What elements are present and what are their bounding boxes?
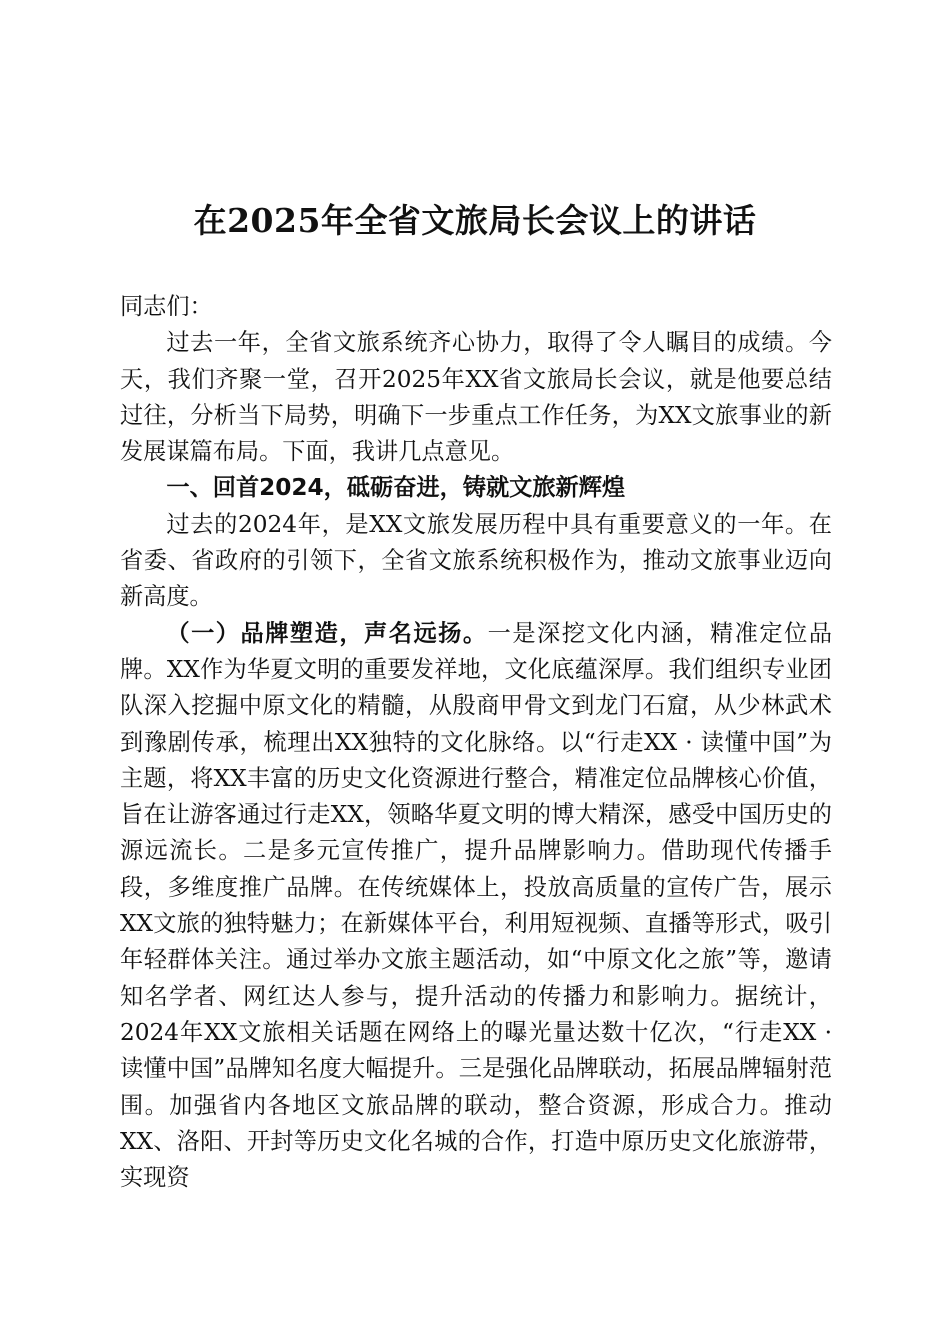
subsection-1-label: （一）品牌塑造，声名远扬。 xyxy=(166,619,488,647)
speech-body xyxy=(120,289,832,1196)
section-1-intro-paragraph: 过去的2024年，是XX文旅发展历程中具有重要意义的一年。在省委、省政府的引领下，全省文旅系统积极作为，推动文旅事业迈向新高度。 xyxy=(120,510,832,611)
section-heading-1: 一、回首2024，砥砺奋进，铸就文旅新辉煌 xyxy=(166,474,626,502)
subsection-1-body: 一是深挖文化内涵，精准定位品牌。XX作为华夏文明的重要发祥地，文化底蕴深厚。我们组织专业团队深入挖掘中原文化的精髓，从殷商甲骨文到龙门石窟，从少林武术到豫剧传承，梳理出XX独特的文化脉络。以“行走XX · 读懂中国”为主题，将XX丰富的历史文化资源进行整合，精准定位品牌核心价值，旨在让游客通过行走XX，领略华夏文明的博大精深，感受中国历史的源远流长。二是多元宣传推广，提升品牌影响力。借助现代传播手段，多维度推广品牌。在传统媒体上，投放高质量的宣传广告，展示XX文旅的独特魅力；在新媒体平台，利用短视频、直播等形式，吸引年轻群体关注。通过举办文旅主题活动，如“中原文化之旅”等，邀请知名学者、网红达人参与，提升活动的传播力和影响力。据统计，2024年XX文旅相关话题在网络上的曝光量达数十亿次，“行走XX · 读懂中国”品牌知名度大幅提升。三是强化品牌联动，拓展品牌辐射范围。加强省内各地区文旅品牌的联动，整合资源，形成合力。推动XX、洛阳、开封等历史文化名城的合作，打造中原历史文化旅游带，实现资 xyxy=(120,619,833,1192)
subsection-1-paragraph xyxy=(120,616,832,1197)
page-title: 在2025年全省文旅局长会议上的讲话 xyxy=(193,201,757,240)
salutation: 同志们： xyxy=(120,293,213,320)
intro-paragraph: 过去一年，全省文旅系统齐心协力，取得了令人瞩目的成绩。今天，我们齐聚一堂，召开2025年XX省文旅局长会议，就是他要总结过往，分析当下局势，明确下一步重点工作任务，为XX文旅事业的新发展谋篇布局。下面，我讲几点意见。 xyxy=(120,329,832,466)
